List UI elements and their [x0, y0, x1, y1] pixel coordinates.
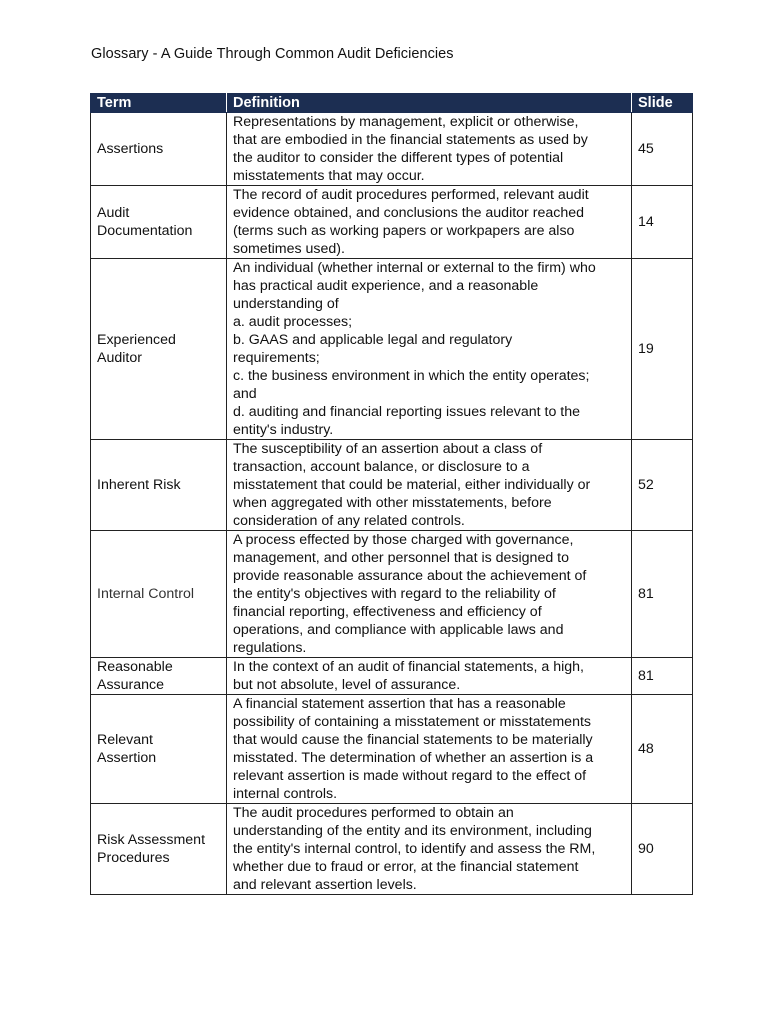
term-line: Assurance: [97, 677, 165, 693]
table-row: [91, 531, 693, 658]
term-line: Relevant: [97, 732, 153, 748]
header-definition: Definition: [227, 94, 632, 113]
definition-line: possibility of containing a misstatement or misstatements: [233, 714, 591, 730]
definition-line: management, and other personnel that is designed to: [233, 550, 569, 566]
definition-line: (terms such as working papers or workpapers are also: [233, 223, 575, 239]
term-line: Assertion: [97, 750, 157, 766]
table-row: [91, 259, 693, 440]
definition-line: entity's industry.: [233, 422, 334, 438]
table-row: [91, 113, 693, 186]
term-line: Experienced: [97, 332, 176, 348]
definition-line: evidence obtained, and conclusions the auditor reached: [233, 205, 584, 221]
slide-cell: 81: [632, 658, 693, 695]
definition-line: that are embodied in the financial statements as used by: [233, 132, 588, 148]
table-row: [91, 186, 693, 259]
term-line: Auditor: [97, 350, 142, 366]
term-cell: [91, 113, 227, 186]
term-line: Reasonable: [97, 659, 173, 675]
definition-cell: [227, 259, 632, 440]
definition-line: whether due to fraud or error, at the financial statement: [233, 859, 579, 875]
definition-cell: [227, 804, 632, 895]
definition-line: A process effected by those charged with governance,: [233, 532, 574, 548]
definition-cell: [227, 695, 632, 804]
definition-line: Representations by management, explicit or otherwise,: [233, 114, 579, 130]
definition-line: c. the business environment in which the entity operates;: [233, 368, 590, 384]
definition-line: misstated. The determination of whether an assertion is a: [233, 750, 594, 766]
term-line: Documentation: [97, 223, 193, 239]
table-row: [91, 440, 693, 531]
slide-cell: 14: [632, 186, 693, 259]
definition-cell: [227, 186, 632, 259]
table-body: [91, 113, 693, 895]
definition-cell: [227, 658, 632, 695]
definition-line: understanding of: [233, 296, 339, 312]
definition-line: A financial statement assertion that has a reasonable: [233, 696, 566, 712]
definition-line: when aggregated with other misstatements, before: [233, 495, 552, 511]
slide-cell: 90: [632, 804, 693, 895]
definition-cell: [227, 113, 632, 186]
term-line: Risk Assessment: [97, 832, 206, 848]
definition-line: The record of audit procedures performed, relevant audit: [233, 187, 589, 203]
definition-cell: [227, 531, 632, 658]
term-line: Inherent Risk: [97, 477, 181, 493]
definition-line: a. audit processes;: [233, 314, 353, 330]
term-line: Audit: [97, 205, 130, 221]
definition-line: An individual (whether internal or external to the firm) who: [233, 260, 596, 276]
term-cell: [91, 804, 227, 895]
definition-cell: [227, 440, 632, 531]
definition-line: has practical audit experience, and a reasonable: [233, 278, 539, 294]
definition-line: internal controls.: [233, 786, 338, 802]
term-line: Internal Control: [97, 586, 194, 602]
slide-cell: 45: [632, 113, 693, 186]
definition-line: financial reporting, effectiveness and efficiency of: [233, 604, 542, 620]
definition-line: regulations.: [233, 640, 307, 656]
definition-line: The susceptibility of an assertion about a class of: [233, 441, 543, 457]
definition-line: misstatements that may occur.: [233, 168, 425, 184]
definition-line: provide reasonable assurance about the achievement of: [233, 568, 587, 584]
definition-line: and: [233, 386, 257, 402]
definition-line: and relevant assertion levels.: [233, 877, 417, 893]
definition-line: but not absolute, level of assurance.: [233, 677, 461, 693]
table-row: [91, 804, 693, 895]
table-row: [91, 695, 693, 804]
term-line: Assertions: [97, 141, 164, 157]
definition-line: b. GAAS and applicable legal and regulatory: [233, 332, 513, 348]
definition-line: In the context of an audit of financial statements, a high,: [233, 659, 584, 675]
term-cell: [91, 658, 227, 695]
term-cell: [91, 440, 227, 531]
term-line: Procedures: [97, 850, 170, 866]
glossary-table: [90, 93, 693, 895]
definition-line: operations, and compliance with applicable laws and: [233, 622, 564, 638]
definition-line: d. auditing and financial reporting issues relevant to the: [233, 404, 581, 420]
page-title: Glossary - A Guide Through Common Audit Deficiencies: [91, 46, 454, 62]
definition-line: that would cause the financial statements to be materially: [233, 732, 593, 748]
definition-line: the entity's objectives with regard to the reliability of: [233, 586, 556, 602]
term-cell: [91, 531, 227, 658]
definition-line: requirements;: [233, 350, 320, 366]
definition-line: understanding of the entity and its environment, including: [233, 823, 592, 839]
definition-line: The audit procedures performed to obtain an: [233, 805, 514, 821]
definition-line: relevant assertion is made without regard to the effect of: [233, 768, 587, 784]
slide-cell: 19: [632, 259, 693, 440]
term-cell: [91, 186, 227, 259]
definition-line: transaction, account balance, or disclosure to a: [233, 459, 530, 475]
header-term: Term: [91, 94, 227, 113]
definition-line: the entity's internal control, to identify and assess the RM,: [233, 841, 596, 857]
definition-line: misstatement that could be material, either individually or: [233, 477, 591, 493]
definition-line: the auditor to consider the different types of potential: [233, 150, 564, 166]
slide-cell: 81: [632, 531, 693, 658]
header-slide: Slide: [632, 94, 693, 113]
table-row: [91, 658, 693, 695]
slide-cell: 52: [632, 440, 693, 531]
definition-line: sometimes used).: [233, 241, 345, 257]
slide-cell: 48: [632, 695, 693, 804]
term-cell: [91, 259, 227, 440]
term-cell: [91, 695, 227, 804]
table-header-row: [91, 94, 693, 113]
definition-line: consideration of any related controls.: [233, 513, 465, 529]
